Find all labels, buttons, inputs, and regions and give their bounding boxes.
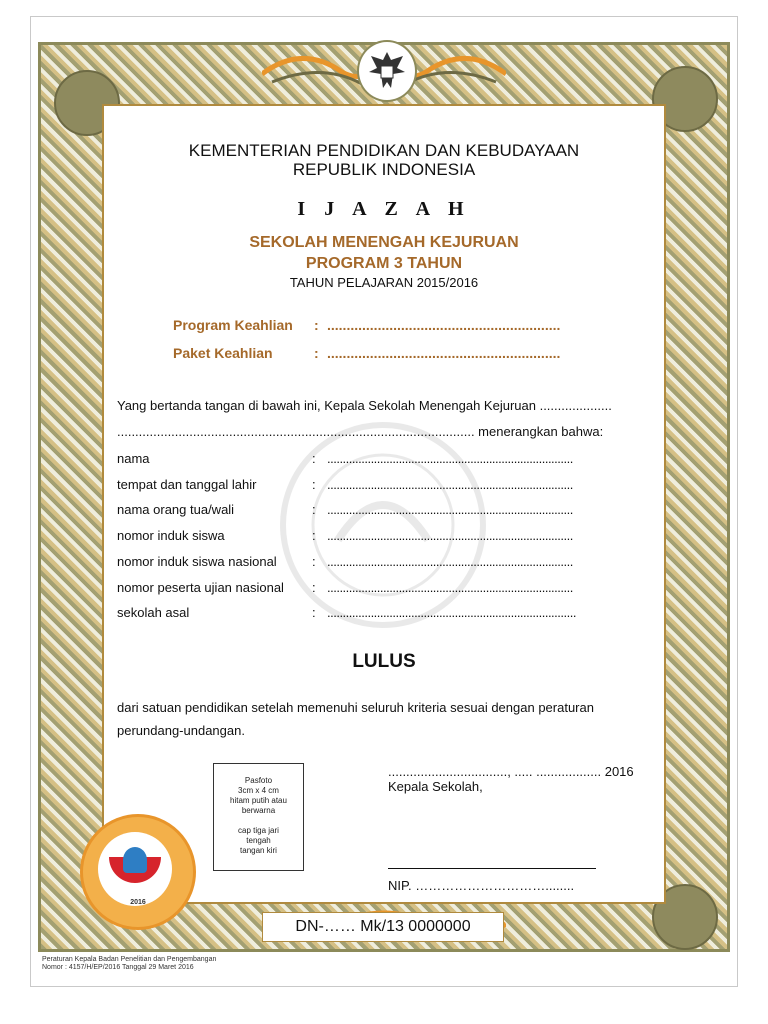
student-field-label: tempat dan tanggal lahir bbox=[117, 477, 257, 492]
closing-line-1: dari satuan pendidikan setelah memenuhi seluruh kriteria sesuai dengan peraturan bbox=[117, 700, 594, 715]
student-field-value: ............................................................................... bbox=[327, 477, 573, 492]
academic-year: TAHUN PELAJARAN 2015/2016 bbox=[289, 275, 479, 290]
photo-placeholder bbox=[213, 763, 304, 871]
signature-line bbox=[388, 868, 596, 869]
student-field-value: ............................................................................... bbox=[327, 554, 573, 569]
student-field-value: ............................................................................... bbox=[327, 580, 573, 595]
photo-text: berwarna bbox=[241, 806, 276, 815]
student-field-value: ............................................................................... bbox=[327, 502, 573, 517]
program-keahlian-colon: : bbox=[314, 317, 319, 333]
student-field-value: ............................................................................... bbox=[327, 528, 573, 543]
paket-keahlian-colon: : bbox=[314, 345, 319, 361]
statement-line-1: Yang bertanda tangan di bawah ini, Kepala Sekolah Menengah Kejuruan .................... bbox=[117, 398, 612, 413]
certificate-title: I J A Z A H bbox=[297, 198, 471, 220]
place-date-line: ................................., ..... .................. 2016 bbox=[388, 764, 634, 779]
program-keahlian-label: Program Keahlian bbox=[173, 317, 293, 333]
result-status: LULUS bbox=[352, 651, 416, 672]
footer-regulation: Peraturan Kepala Badan Penelitian dan Pengembangan bbox=[42, 956, 217, 963]
student-field-colon: : bbox=[312, 580, 316, 595]
student-field-colon: : bbox=[312, 605, 316, 620]
document-number-box bbox=[262, 912, 504, 942]
statement-line-2: ................................................................................................... menerangkan bahwa: bbox=[117, 424, 604, 439]
student-field-value: ................................................................................ bbox=[327, 605, 576, 620]
student-field-colon: : bbox=[312, 477, 316, 492]
photo-text: 3cm x 4 cm bbox=[238, 786, 279, 795]
photo-text: tangan kiri bbox=[240, 846, 277, 855]
photo-text: hitam putih atau bbox=[230, 796, 287, 805]
paket-keahlian-label: Paket Keahlian bbox=[173, 345, 273, 361]
student-field-label: nama orang tua/wali bbox=[117, 502, 235, 517]
ministry-seal-icon bbox=[80, 814, 196, 930]
photo-text: tengah bbox=[246, 836, 271, 845]
school-type: SEKOLAH MENENGAH KEJURUAN bbox=[249, 234, 519, 251]
photo-text: cap tiga jari bbox=[238, 826, 279, 835]
student-field-label: nomor peserta ujian nasional bbox=[117, 580, 284, 595]
student-field-colon: : bbox=[312, 528, 316, 543]
student-field-label: nomor induk siswa nasional bbox=[117, 554, 277, 569]
garuda-emblem-icon bbox=[357, 40, 417, 102]
closing-line-2: perundang-undangan. bbox=[117, 723, 245, 738]
nip-line: NIP. …………………………........ bbox=[388, 878, 575, 893]
paket-keahlian-field: ............................................................ bbox=[327, 345, 561, 361]
footer-number: Nomor : 4157/H/EP/2016 Tanggal 29 Maret 2016 bbox=[42, 964, 194, 971]
program-keahlian-field: ............................................................ bbox=[327, 317, 561, 333]
student-field-label: nomor induk siswa bbox=[117, 528, 225, 543]
seal-year: 2016 bbox=[130, 899, 146, 906]
signatory-role: Kepala Sekolah, bbox=[388, 779, 483, 794]
student-field-colon: : bbox=[312, 502, 316, 517]
photo-text: Pasfoto bbox=[244, 776, 273, 785]
ministry-name: KEMENTERIAN PENDIDIKAN DAN KEBUDAYAAN bbox=[188, 141, 580, 160]
republic-name: REPUBLIK INDONESIA bbox=[292, 160, 476, 179]
student-field-label: nama bbox=[117, 451, 150, 466]
student-field-colon: : bbox=[312, 451, 316, 466]
student-field-value: ............................................................................... bbox=[327, 451, 573, 466]
student-field-colon: : bbox=[312, 554, 316, 569]
document-number: DN-…… Mk/13 0000000 bbox=[295, 918, 471, 935]
student-field-label: sekolah asal bbox=[117, 605, 190, 620]
program-length: PROGRAM 3 TAHUN bbox=[305, 255, 463, 272]
